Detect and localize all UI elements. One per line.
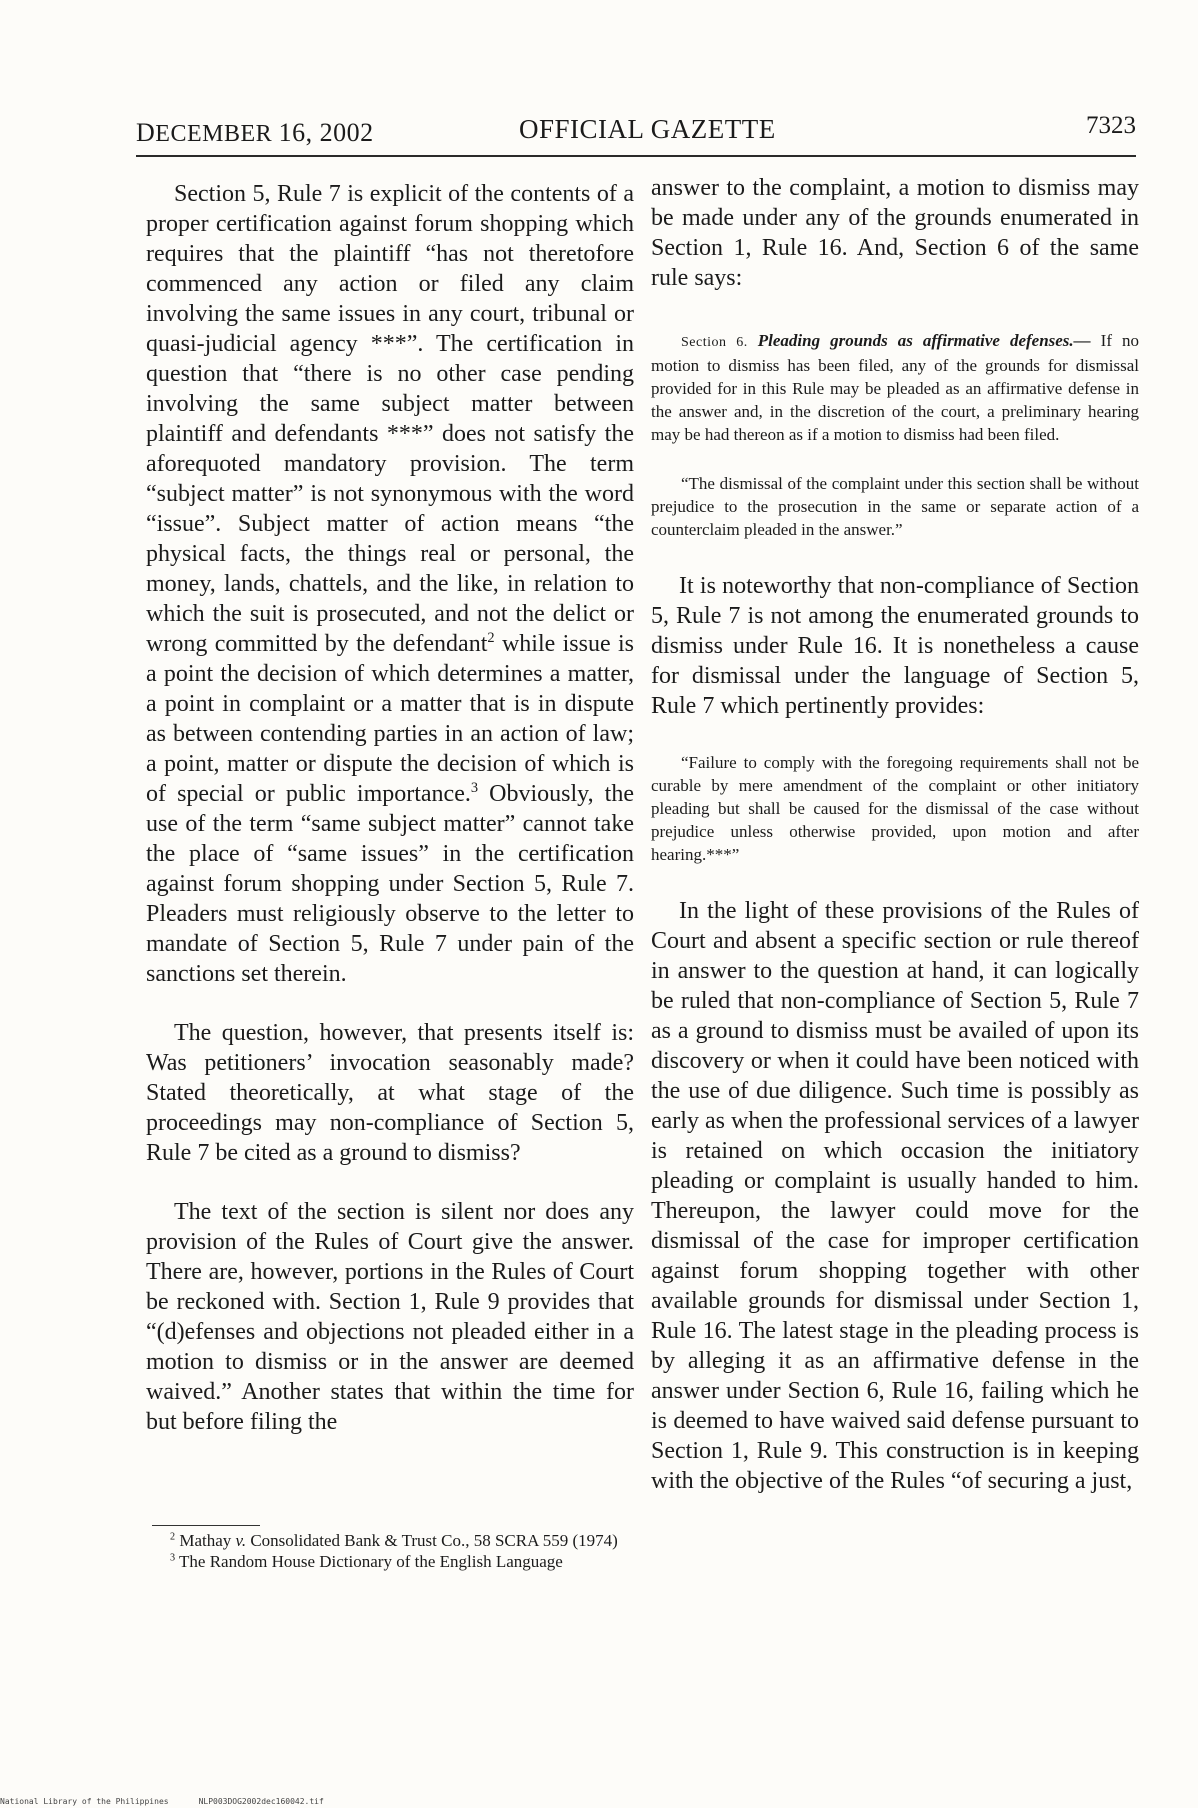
- issue-date: DECEMBER 16, 2002: [136, 118, 374, 147]
- footnote-rule: [152, 1525, 260, 1526]
- right-paragraph-1: answer to the complaint, a motion to dismiss may be made under any of the grounds enumerated in Section 1, Rule 16. And, Section 6 of the same rule says:: [651, 175, 1139, 291]
- footnotes: [152, 1530, 636, 1572]
- left-paragraph-2: The question, however, that presents itself is: Was petitioners’ invocation seasonably made? Stated theoretically, at what stage of the proceedings may non-compliance of Section 5, Rule 7 be cited as a ground to dismiss?: [146, 1020, 634, 1166]
- quote-failure-to-comply: “Failure to comply with the foregoing requirements shall not be curable by mere amendment of the complaint or other initiatory pleading but shall be caused for the dismissal of the case without prejudice unless otherwise provided, upon motion and after hearing.***”: [651, 753, 1139, 864]
- page-number: 7323: [1086, 112, 1136, 139]
- right-column: [651, 173, 1139, 1496]
- publication-title: OFFICIAL GAZETTE: [519, 114, 776, 144]
- header-rule: [136, 155, 1136, 157]
- scan-footer: National Library of the Philippines NLP003DOG2002dec160042.tif: [0, 1797, 324, 1806]
- right-paragraph-3: In the light of these provisions of the Rules of Court and absent a specific section or rule thereof in answer to the question at hand, it can logically be ruled that non-compliance of Section 5, Rule 7 as a ground to dismiss must be availed of upon its discovery or when it could have been noticed with the use of due diligence. Such time is possibly as early as when the professional services of a lawyer is retained on which occasion the initiatory pleading or complaint is usually handed to him. Thereupon, the lawyer could move for the dismissal of the case for improper certification against forum shopping together with other available grounds for dismissal under Section 1, Rule 16. The latest stage in the pleading process is by alleging it as an affirmative defense in the answer under Section 6, Rule 16, failing which he is deemed to have waived said defense pursuant to Section 1, Rule 9. This construction is in keeping with the objective of the Rules “of securing a just,: [651, 898, 1139, 1494]
- left-paragraph-1: Section 5, Rule 7 is explicit of the contents of a proper certification against forum shopping which requires that the plaintiff “has not theretofore commenced any action or filed any claim involving the same issues in any court, tribunal or quasi-judicial agency ***”. The certification in question that “there is no other case pending involving the same subject matter between plaintiff and defendants ***” does not satisfy the aforequoted mandatory provision. The term “subject matter” is not synonymous with the word “issue”. Subject matter of action means “the physical facts, the things real or personal, the money, lands, chattels, and the like, in relation to which the suit is prosecuted, and not the delict or wrong committed by the defendant$^2$ while issue is a point the decision of which determines a matter, a point in complaint or a matter that is in dispute as between contending parties in an action of law; a point, matter or dispute the decision of which is of special or public importance.$^3$ Obviously, the use of the term “same subject matter” cannot take the place of “same issues” in the certification against forum shopping under Section 5, Rule 7. Pleaders must religiously observe to the letter to mandate of Section 5, Rule 7 under pain of the sanctions set therein.: [146, 181, 635, 987]
- left-column: [146, 179, 634, 1437]
- footnote-3: $^3$ The Random House Dictionary of the English Language: [170, 1552, 563, 1571]
- footnote-2: $^2$ Mathay v. Consolidated Bank & Trust Co., 58 SCRA 559 (1974): [170, 1531, 618, 1550]
- right-paragraph-2: It is noteworthy that non-compliance of Section 5, Rule 7 is not among the enumerated grounds to dismiss under Rule 16. It is nonetheless a cause for dismissal under the language of Section 5, Rule 7 which pertinently provides:: [651, 573, 1139, 719]
- page-header: [136, 112, 1136, 152]
- quote-dismissal: “The dismissal of the complaint under this section shall be without prejudice to the prosecution in the same or separate action of a counterclaim pleaded in the answer.”: [651, 474, 1139, 539]
- left-paragraph-3: The text of the section is silent nor does any provision of the Rules of Court give the answer. There are, however, portions in the Rules of Court be reckoned with. Section 1, Rule 9 provides that “(d)efenses and objections not pleaded either in a motion to dismiss or in the answer are deemed waived.” Another states that within the time for but before filing the: [146, 1199, 634, 1435]
- quote-section-6: Section 6. Pleading grounds as affirmative defenses.— If no motion to dismiss has been filed, any of the grounds for dismissal provided for in this Rule may be pleaded as an affirmative defense in the answer and, in the discretion of the court, a preliminary hearing may be had thereon as if a motion to dismiss had been filed.: [651, 331, 1140, 444]
